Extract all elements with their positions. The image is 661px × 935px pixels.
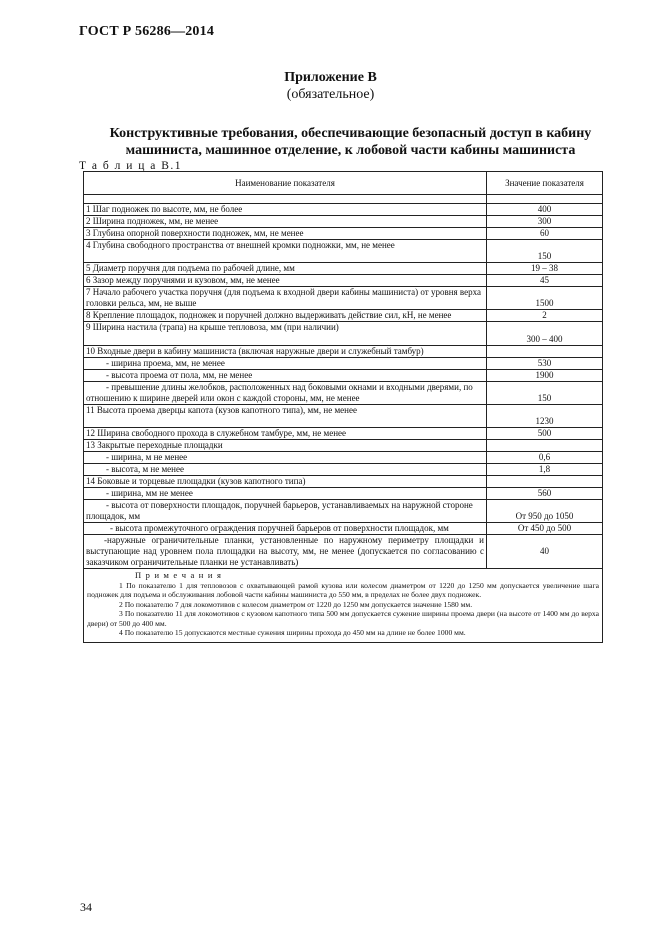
row-name: 3 Глубина опорной поверхности подножек, мм, не менее (84, 228, 487, 240)
row-value: 500 (487, 428, 603, 440)
row-name: 9 Ширина настила (трапа) на крыше тепловоза, мм (при наличии) (84, 322, 487, 346)
row-value (487, 346, 603, 358)
row-name: - высота, м не менее (84, 464, 487, 476)
table-row (84, 204, 603, 216)
row-value: 60 (487, 228, 603, 240)
row-name: - ширина проема, мм, не менее (84, 358, 487, 370)
row-name: - ширина, мм не менее (84, 488, 487, 500)
row-name: 14 Боковые и торцевые площадки (кузов капотного типа) (84, 476, 487, 488)
row-name: 4 Глубина свободного пространства от внешней кромки подножки, мм, не менее (84, 240, 487, 263)
row-value: 1900 (487, 370, 603, 382)
row-value: 40 (487, 535, 603, 569)
row-name (84, 500, 487, 523)
appendix-heading (0, 70, 661, 103)
table-row (84, 440, 603, 452)
appendix-note: (обязательное) (286, 87, 375, 102)
row-value: 150 (487, 382, 603, 405)
row-value: 1500 (487, 287, 603, 310)
header-value: Значение показателя (487, 172, 603, 195)
row-value: 1230 (487, 405, 603, 428)
row-value: От 950 до 1050 (487, 500, 603, 523)
row-value: 1,8 (487, 464, 603, 476)
note-item: 3 По показателю 11 для локомотивов с кузовом капотного типа 500 мм допускается сужение ширины проема двери (на высоте от 1400 мм до верха двери) от 500 до 400 мм. (87, 609, 599, 628)
table-row (84, 310, 603, 322)
row-name: 6 Зазор между поручнями и кузовом, мм, не менее (84, 275, 487, 287)
row-name: 5 Диаметр поручня для подъема по рабочей длине, мм (84, 263, 487, 275)
page-number: 34 (80, 900, 92, 914)
table-row (84, 405, 603, 428)
row-name: 2 Ширина подножек, мм, не менее (84, 216, 487, 228)
row-value: От 450 до 500 (487, 523, 603, 535)
row-value: 2 (487, 310, 603, 322)
table-row (84, 216, 603, 228)
table-row (84, 275, 603, 287)
row-name: 1 Шаг подножек по высоте, мм, не более (84, 204, 487, 216)
notes-title: П р и м е ч а н и я (135, 570, 223, 580)
requirements-table (83, 171, 603, 643)
table-row (84, 535, 603, 569)
title-line-1: Конструктивные требования, обеспечивающие безопасный доступ в кабину (109, 126, 592, 141)
header-name: Наименование показателя (84, 172, 487, 195)
note-item: 2 По показателю 7 для локомотивов с колесом диаметром от 1220 до 1250 мм допускается значение 1580 мм. (119, 599, 473, 609)
row-name: 12 Ширина свободного прохода в служебном тамбуре, мм, не менее (84, 428, 487, 440)
row-value: 300 (487, 216, 603, 228)
table-row (84, 370, 603, 382)
table-notes-row (84, 569, 603, 643)
document-title (70, 125, 631, 159)
row-name-text: - высота промежуточного ограждения поручней барьеров от поверхности площадок, мм (110, 523, 449, 533)
row-name: 8 Крепление площадок, подножек и поручней должно выдерживать действие сил, кН, не менее (84, 310, 487, 322)
document-header: ГОСТ Р 56286—2014 (79, 24, 215, 39)
row-value (487, 476, 603, 488)
row-name-text: - превышение длины желобков, расположенных над боковыми окнами и входными дверями, по отношению к ширине дверей или окон с каждой стороны, мм, не менее (86, 382, 473, 403)
table-row (84, 452, 603, 464)
row-value: 45 (487, 275, 603, 287)
table-row (84, 523, 603, 535)
row-value: 19 – 38 (487, 263, 603, 275)
table-row (84, 488, 603, 500)
table-row (84, 382, 603, 405)
notes-cell (84, 569, 603, 643)
table-row (84, 358, 603, 370)
row-value: 150 (487, 240, 603, 263)
note-item: 4 По показателю 15 допускаются местные сужения ширины прохода до 450 мм на длине не более 1000 мм. (119, 628, 466, 637)
appendix-title: Приложение В (284, 70, 377, 85)
row-name-text: - высота от поверхности площадок, поручней барьеров, устанавливаемых на наружной стороне площадок, мм (86, 500, 473, 521)
row-name: 7 Начало рабочего участка поручня (для подъема к входной двери кабины машиниста) от уровня верха головки рельса, мм, не выше (84, 287, 487, 310)
table-row (84, 263, 603, 275)
row-name: - ширина, м не менее (84, 452, 487, 464)
row-value (487, 440, 603, 452)
table-header-row (84, 172, 603, 195)
table-row (84, 500, 603, 523)
table-row (84, 476, 603, 488)
row-name: 11 Высота проема дверцы капота (кузов капотного типа), мм, не менее (84, 405, 487, 428)
table-row (84, 287, 603, 310)
table-row (84, 322, 603, 346)
row-name: - высота проема от пола, мм, не менее (84, 370, 487, 382)
table-row (84, 346, 603, 358)
row-name: 10 Входные двери в кабину машиниста (включая наружные двери и служебный тамбур) (84, 346, 487, 358)
row-name (84, 535, 487, 569)
row-name (84, 523, 487, 535)
row-value: 400 (487, 204, 603, 216)
row-name (84, 382, 487, 405)
table-spacer-row (84, 195, 603, 204)
note-item: 1 По показателю 1 для тепловозов с охватывающей рамой кузова или колесом диаметром от 1220 до 1250 мм допускается увеличение шага подножек для подъема и обслуживания лобовой части кабины машиниста до 550 мм, в пределах не более двух подножек. (87, 580, 599, 599)
row-value: 530 (487, 358, 603, 370)
row-name-text: -наружные ограничительные планки, установленные по наружному периметру площадки и выступающие над уровнем пола площадки на высоту, мм, не менее (допускается по согласованию с заказчиком ограничительные планки не устанавливать) (86, 535, 484, 567)
table-label: Т а б л и ц а В.1 (79, 160, 183, 172)
table-row (84, 228, 603, 240)
row-name: 13 Закрытые переходные площадки (84, 440, 487, 452)
row-value: 560 (487, 488, 603, 500)
table-row (84, 428, 603, 440)
table-row (84, 464, 603, 476)
row-value: 0,6 (487, 452, 603, 464)
row-value: 300 – 400 (487, 322, 603, 346)
title-line-2: машиниста, машинное отделение, к лобовой части кабины машиниста (125, 143, 576, 158)
table-row (84, 240, 603, 263)
